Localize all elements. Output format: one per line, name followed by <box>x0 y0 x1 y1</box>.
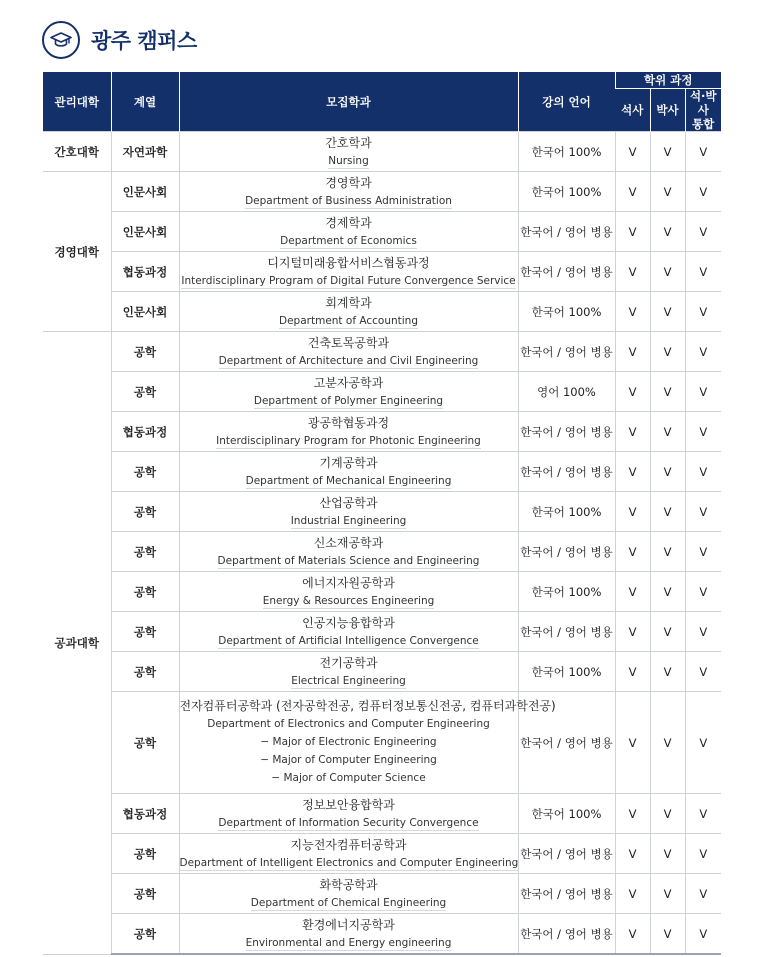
language-cell: 한국어 100% <box>518 292 615 332</box>
check-mark-doctor: V <box>650 692 685 794</box>
table-row <box>43 532 721 572</box>
language-cell: 한국어 / 영어 병용 <box>518 834 615 874</box>
check-mark-master: V <box>615 132 650 172</box>
department-name-ko: 전기공학과 <box>319 655 378 670</box>
major-name: − Major of Electronic Engineering <box>260 736 437 748</box>
major-name: − Major of Computer Science <box>271 772 426 784</box>
header-degree-group: 학위 과정 <box>615 72 721 89</box>
check-mark-integrated: V <box>685 794 721 834</box>
language-cell: 한국어 / 영어 병용 <box>518 612 615 652</box>
table-row <box>43 172 721 212</box>
department-name-ko: 간호학과 <box>325 135 372 150</box>
department-cell <box>179 332 518 372</box>
table-row <box>43 212 721 252</box>
language-cell: 한국어 / 영어 병용 <box>518 252 615 292</box>
language-cell: 한국어 100% <box>518 572 615 612</box>
check-mark-master: V <box>615 572 650 612</box>
graduation-cap-icon <box>42 21 80 59</box>
department-cell <box>179 212 518 252</box>
department-cell <box>179 794 518 834</box>
check-mark-master: V <box>615 212 650 252</box>
check-mark-master: V <box>615 452 650 492</box>
department-name-ko: 디지털미래융합서비스협동과정 <box>267 255 430 270</box>
department-name-en: Department of Information Security Convergence <box>218 816 479 829</box>
check-mark-master: V <box>615 492 650 532</box>
check-mark-doctor: V <box>650 914 685 955</box>
check-mark-master: V <box>615 172 650 212</box>
table-row <box>43 332 721 372</box>
header-doctor: 박사 <box>650 89 685 132</box>
language-cell: 한국어 / 영어 병용 <box>518 914 615 955</box>
department-name-en: Department of Electronics and Computer Engineering <box>207 718 490 730</box>
college-cell: 공과대학 <box>43 332 111 955</box>
check-mark-integrated: V <box>685 692 721 794</box>
check-mark-integrated: V <box>685 874 721 914</box>
category-cell: 공학 <box>111 492 179 532</box>
department-name-ko: 인공지능융합학과 <box>302 615 395 630</box>
check-mark-integrated: V <box>685 372 721 412</box>
table-row <box>43 252 721 292</box>
program-table <box>43 72 721 955</box>
department-cell <box>179 292 518 332</box>
department-cell <box>179 532 518 572</box>
check-mark-integrated: V <box>685 172 721 212</box>
check-mark-integrated: V <box>685 252 721 292</box>
department-name-ko: 신소재공학과 <box>313 535 384 550</box>
check-mark-master: V <box>615 412 650 452</box>
check-mark-doctor: V <box>650 372 685 412</box>
check-mark-master: V <box>615 914 650 955</box>
department-name-ko: 전자컴퓨터공학과 (전자공학전공, 컴퓨터정보통신전공, 컴퓨터과학전공) <box>179 699 556 713</box>
table-row <box>43 132 721 172</box>
department-cell <box>179 914 518 955</box>
category-cell: 공학 <box>111 452 179 492</box>
check-mark-doctor: V <box>650 292 685 332</box>
college-cell: 경영대학 <box>43 172 111 332</box>
department-cell <box>179 412 518 452</box>
check-mark-integrated: V <box>685 332 721 372</box>
check-mark-integrated: V <box>685 292 721 332</box>
check-mark-master: V <box>615 652 650 692</box>
department-name-ko: 경제학과 <box>325 215 372 230</box>
table-row <box>43 874 721 914</box>
table-row <box>43 794 721 834</box>
check-mark-doctor: V <box>650 794 685 834</box>
check-mark-master: V <box>615 874 650 914</box>
department-name-en: Department of Chemical Engineering <box>250 896 447 909</box>
department-name-en: Interdisciplinary Program of Digital Future Convergence Service <box>181 274 516 287</box>
language-cell: 영어 100% <box>518 372 615 412</box>
check-mark-integrated: V <box>685 612 721 652</box>
check-mark-doctor: V <box>650 172 685 212</box>
table-row <box>43 652 721 692</box>
department-name-en: Energy & Resources Engineering <box>262 594 435 607</box>
department-cell <box>179 572 518 612</box>
table-row <box>43 612 721 652</box>
department-name-en: Industrial Engineering <box>290 514 407 527</box>
check-mark-doctor: V <box>650 652 685 692</box>
department-cell <box>179 252 518 292</box>
department-name-en: Department of Mechanical Engineering <box>245 474 452 487</box>
department-name-ko: 화학공학과 <box>319 877 378 892</box>
check-mark-master: V <box>615 292 650 332</box>
table-row <box>43 292 721 332</box>
language-cell: 한국어 100% <box>518 794 615 834</box>
table-row <box>43 572 721 612</box>
check-mark-doctor: V <box>650 612 685 652</box>
check-mark-master: V <box>615 332 650 372</box>
check-mark-integrated: V <box>685 532 721 572</box>
campus-header <box>42 19 197 61</box>
language-cell: 한국어 100% <box>518 132 615 172</box>
check-mark-master: V <box>615 692 650 794</box>
major-name: − Major of Computer Engineering <box>260 754 437 766</box>
check-mark-integrated: V <box>685 452 721 492</box>
language-cell: 한국어 / 영어 병용 <box>518 874 615 914</box>
category-cell: 공학 <box>111 914 179 955</box>
table-row <box>43 834 721 874</box>
check-mark-doctor: V <box>650 132 685 172</box>
department-name-en: Electrical Engineering <box>291 674 406 687</box>
check-mark-doctor: V <box>650 412 685 452</box>
department-name-en: Environmental and Energy engineering <box>245 936 452 949</box>
check-mark-master: V <box>615 794 650 834</box>
check-mark-integrated: V <box>685 834 721 874</box>
department-name-en: Department of Polymer Engineering <box>253 394 444 407</box>
check-mark-integrated: V <box>685 412 721 452</box>
department-name-en: Department of Architecture and Civil Engineering <box>218 354 479 367</box>
department-name-ko: 산업공학과 <box>319 495 378 510</box>
language-cell: 한국어 100% <box>518 492 615 532</box>
department-name-ko: 정보보안융합학과 <box>302 797 395 812</box>
category-cell: 공학 <box>111 834 179 874</box>
check-mark-doctor: V <box>650 834 685 874</box>
program-table-body <box>43 132 721 955</box>
department-name-en: Department of Business Administration <box>245 194 452 207</box>
department-name-en: Interdisciplinary Program for Photonic Engineering <box>216 434 481 447</box>
table-row <box>43 914 721 955</box>
check-mark-doctor: V <box>650 212 685 252</box>
check-mark-integrated: V <box>685 212 721 252</box>
language-cell: 한국어 / 영어 병용 <box>518 212 615 252</box>
department-cell <box>179 834 518 874</box>
department-cell <box>179 372 518 412</box>
category-cell: 공학 <box>111 532 179 572</box>
header-integrated: 석·박사 통합 <box>685 89 721 132</box>
department-cell <box>179 492 518 532</box>
department-name-ko: 회계학과 <box>325 295 372 310</box>
category-cell: 인문사회 <box>111 172 179 212</box>
language-cell: 한국어 / 영어 병용 <box>518 452 615 492</box>
language-cell: 한국어 / 영어 병용 <box>518 332 615 372</box>
check-mark-integrated: V <box>685 492 721 532</box>
check-mark-master: V <box>615 372 650 412</box>
check-mark-integrated: V <box>685 914 721 955</box>
category-cell: 공학 <box>111 652 179 692</box>
department-name-ko: 환경에너지공학과 <box>302 917 395 932</box>
header-master: 석사 <box>615 89 650 132</box>
language-cell: 한국어 / 영어 병용 <box>518 532 615 572</box>
check-mark-integrated: V <box>685 572 721 612</box>
header-category: 계열 <box>111 72 179 132</box>
table-row <box>43 452 721 492</box>
department-name-en: Department of Accounting <box>279 314 418 327</box>
check-mark-doctor: V <box>650 572 685 612</box>
category-cell: 자연과학 <box>111 132 179 172</box>
department-name-ko: 광공학협동과정 <box>307 415 390 430</box>
department-cell <box>179 172 518 212</box>
check-mark-doctor: V <box>650 252 685 292</box>
table-row <box>43 492 721 532</box>
department-cell <box>179 692 556 794</box>
department-cell <box>179 652 518 692</box>
category-cell: 협동과정 <box>111 412 179 452</box>
table-row <box>43 412 721 452</box>
department-name-ko: 기계공학과 <box>319 455 378 470</box>
department-name-ko: 에너지자원공학과 <box>302 575 395 590</box>
category-cell: 협동과정 <box>111 252 179 292</box>
department-cell <box>179 612 518 652</box>
check-mark-integrated: V <box>685 132 721 172</box>
department-cell <box>179 874 518 914</box>
check-mark-integrated: V <box>685 652 721 692</box>
category-cell: 공학 <box>111 372 179 412</box>
college-cell: 간호대학 <box>43 132 111 172</box>
department-name-ko: 건축토목공학과 <box>307 335 390 350</box>
department-name-en: Department of Artificial Intelligence Convergence <box>218 634 479 647</box>
category-cell: 인문사회 <box>111 212 179 252</box>
category-cell: 공학 <box>111 612 179 652</box>
language-cell: 한국어 / 영어 병용 <box>518 692 615 794</box>
department-name-en: Department of Intelligent Electronics and Computer Engineering <box>179 856 519 869</box>
header-language: 강의 언어 <box>518 72 615 132</box>
category-cell: 공학 <box>111 692 179 794</box>
category-cell: 공학 <box>111 874 179 914</box>
check-mark-doctor: V <box>650 532 685 572</box>
check-mark-master: V <box>615 532 650 572</box>
check-mark-doctor: V <box>650 452 685 492</box>
language-cell: 한국어 100% <box>518 652 615 692</box>
check-mark-master: V <box>615 612 650 652</box>
department-name-en: Nursing <box>328 154 369 167</box>
language-cell: 한국어 / 영어 병용 <box>518 412 615 452</box>
department-name-ko: 고분자공학과 <box>313 375 384 390</box>
department-name-ko: 경영학과 <box>325 175 372 190</box>
department-cell <box>179 132 518 172</box>
header-college: 관리대학 <box>43 72 111 132</box>
check-mark-doctor: V <box>650 492 685 532</box>
language-cell: 한국어 100% <box>518 172 615 212</box>
check-mark-master: V <box>615 834 650 874</box>
category-cell: 공학 <box>111 332 179 372</box>
category-cell: 인문사회 <box>111 292 179 332</box>
page-title: 광주 캠퍼스 <box>91 29 197 53</box>
check-mark-doctor: V <box>650 874 685 914</box>
department-cell <box>179 452 518 492</box>
department-name-ko: 지능전자컴퓨터공학과 <box>290 837 407 852</box>
check-mark-master: V <box>615 252 650 292</box>
table-row <box>43 372 721 412</box>
check-mark-doctor: V <box>650 332 685 372</box>
department-name-en: Department of Economics <box>280 234 417 247</box>
department-name-en: Department of Materials Science and Engineering <box>217 554 480 567</box>
table-row <box>43 692 721 794</box>
category-cell: 협동과정 <box>111 794 179 834</box>
category-cell: 공학 <box>111 572 179 612</box>
header-department: 모집학과 <box>179 72 518 132</box>
